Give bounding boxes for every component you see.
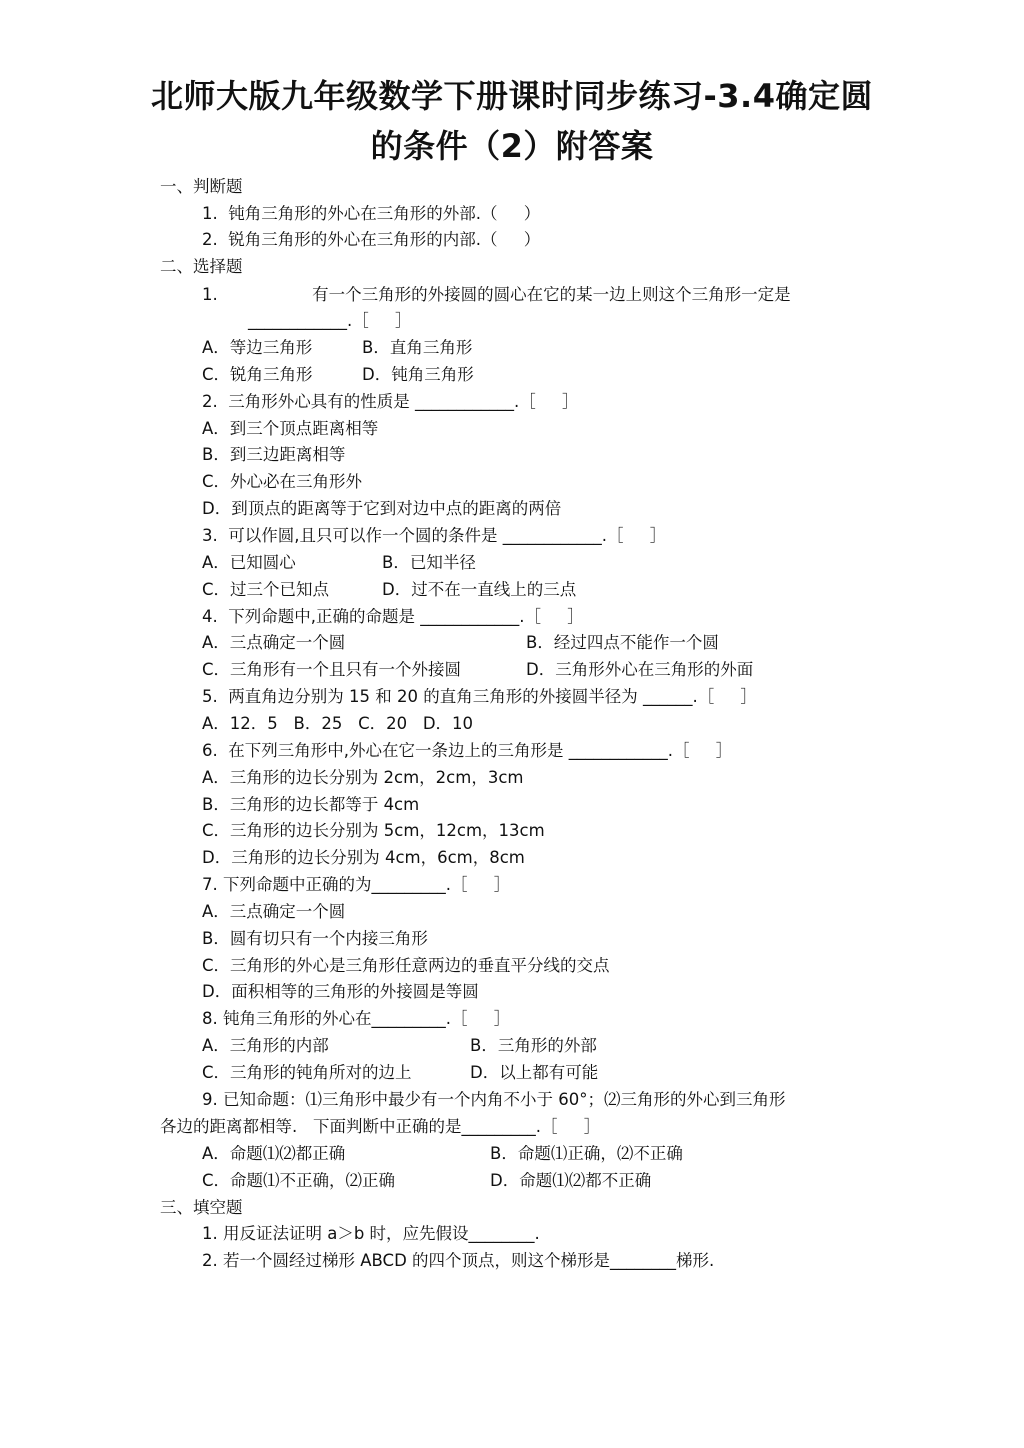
choice-q1-option-a: A．等边三角形 — [202, 338, 313, 357]
choice-q7-option-d: D．面积相等的三角形的外接圆是等圆 — [202, 982, 479, 1001]
choice-q1-option-d: D．钝角三角形 — [362, 365, 474, 384]
choice-q8-option-d: D．以上都有可能 — [470, 1063, 599, 1082]
choice-q1-stem: 1. 有一个三角形的外接圆的圆心在它的某一边上则这个三角形一定是 — [202, 285, 791, 304]
fill-question-1: 1. 用反证法证明 a＞b 时，应先假设________. — [202, 1224, 540, 1243]
choice-q4-stem: 4. 下列命题中,正确的命题是 ____________.［ ］ — [202, 607, 584, 626]
choice-q6-option-c: C．三角形的边长分别为 5cm，12cm，13cm — [202, 821, 545, 840]
choice-q5-options: A．12．5 B．25 C．20 D．10 — [202, 714, 474, 733]
choice-q3-option-a: A．已知圆心 — [202, 553, 296, 572]
choice-q9-option-a: A．命题⑴⑵都正确 — [202, 1144, 346, 1163]
choice-q5-stem: 5. 两直角边分别为 15 和 20 的直角三角形的外接圆半径为 ______.［ ］ — [202, 687, 757, 706]
choice-q6-option-b: B．三角形的边长都等于 4cm — [202, 795, 420, 814]
choice-q2-option-b: B．到三边距离相等 — [202, 445, 346, 464]
choice-q3-stem: 3. 可以作圆,且只可以作一个圆的条件是 ____________.［ ］ — [202, 526, 667, 545]
choice-q4-option-b: B．经过四点不能作一个圆 — [526, 633, 719, 652]
choice-q8-stem: 8. 钝角三角形的外心在_________.［ ］ — [202, 1009, 511, 1028]
choice-q3-option-d: D．过不在一直线上的三点 — [382, 580, 577, 599]
choice-q2-stem: 2. 三角形外心具有的性质是 ____________.［ ］ — [202, 392, 579, 411]
page-title-line1: 北师大版九年级数学下册课时同步练习-3.4确定圆 — [151, 77, 873, 115]
choice-q1-option-b: B．直角三角形 — [362, 338, 473, 357]
choice-q7-option-b: B．圆有切只有一个内接三角形 — [202, 929, 428, 948]
choice-q2-option-c: C．外心必在三角形外 — [202, 472, 363, 491]
choice-q9-option-b: B．命题⑴正确，⑵不正确 — [490, 1144, 683, 1163]
choice-q1-blank: ____________.［ ］ — [248, 311, 412, 330]
choice-q8-option-b: B．三角形的外部 — [470, 1036, 597, 1055]
choice-q4-option-a: A．三点确定一个圆 — [202, 633, 346, 652]
choice-q9-stem-line1: 9. 已知命题：⑴三角形中最少有一个内角不小于 60°；⑵三角形的外心到三角形 — [202, 1090, 786, 1109]
judgment-question-2: 2. 锐角三角形的外心在三角形的内部.（ ） — [202, 230, 541, 249]
choice-q9-option-c: C．命题⑴不正确，⑵正确 — [202, 1171, 396, 1190]
choice-q6-option-a: A．三角形的边长分别为 2cm，2cm，3cm — [202, 768, 524, 787]
fill-question-2: 2. 若一个圆经过梯形 ABCD 的四个顶点，则这个梯形是________梯形. — [202, 1251, 715, 1270]
choice-q6-option-d: D．三角形的边长分别为 4cm，6cm，8cm — [202, 848, 525, 867]
section-heading-choice: 二、选择题 — [160, 257, 243, 276]
choice-q8-option-a: A．三角形的内部 — [202, 1036, 329, 1055]
choice-q1-option-c: C．锐角三角形 — [202, 365, 313, 384]
choice-q8-option-c: C．三角形的钝角所对的边上 — [202, 1063, 412, 1082]
choice-q3-option-b: B．已知半径 — [382, 553, 476, 572]
section-heading-judgment: 一、判断题 — [160, 177, 243, 196]
choice-q9-option-d: D．命题⑴⑵都不正确 — [490, 1171, 652, 1190]
section-heading-fill: 三、填空题 — [160, 1198, 243, 1217]
page-title-line2: 的条件（2）附答案 — [370, 127, 654, 165]
judgment-question-1: 1. 钝角三角形的外心在三角形的外部.（ ） — [202, 204, 541, 223]
choice-q7-stem: 7. 下列命题中正确的为_________.［ ］ — [202, 875, 511, 894]
choice-q4-option-d: D．三角形外心在三角形的外面 — [526, 660, 754, 679]
choice-q4-option-c: C．三角形有一个且只有一个外接圆 — [202, 660, 462, 679]
choice-q9-stem-line2: 各边的距离都相等. 下面判断中正确的是_________.［ ］ — [160, 1117, 601, 1136]
choice-q6-stem: 6. 在下列三角形中,外心在它一条边上的三角形是 ____________.［ ］ — [202, 741, 733, 760]
choice-q7-option-a: A．三点确定一个圆 — [202, 902, 346, 921]
choice-q2-option-d: D．到顶点的距离等于它到对边中点的距离的两倍 — [202, 499, 562, 518]
choice-q2-option-a: A．到三个顶点距离相等 — [202, 419, 379, 438]
choice-q7-option-c: C．三角形的外心是三角形任意两边的垂直平分线的交点 — [202, 956, 610, 975]
choice-q3-option-c: C．过三个已知点 — [202, 580, 330, 599]
